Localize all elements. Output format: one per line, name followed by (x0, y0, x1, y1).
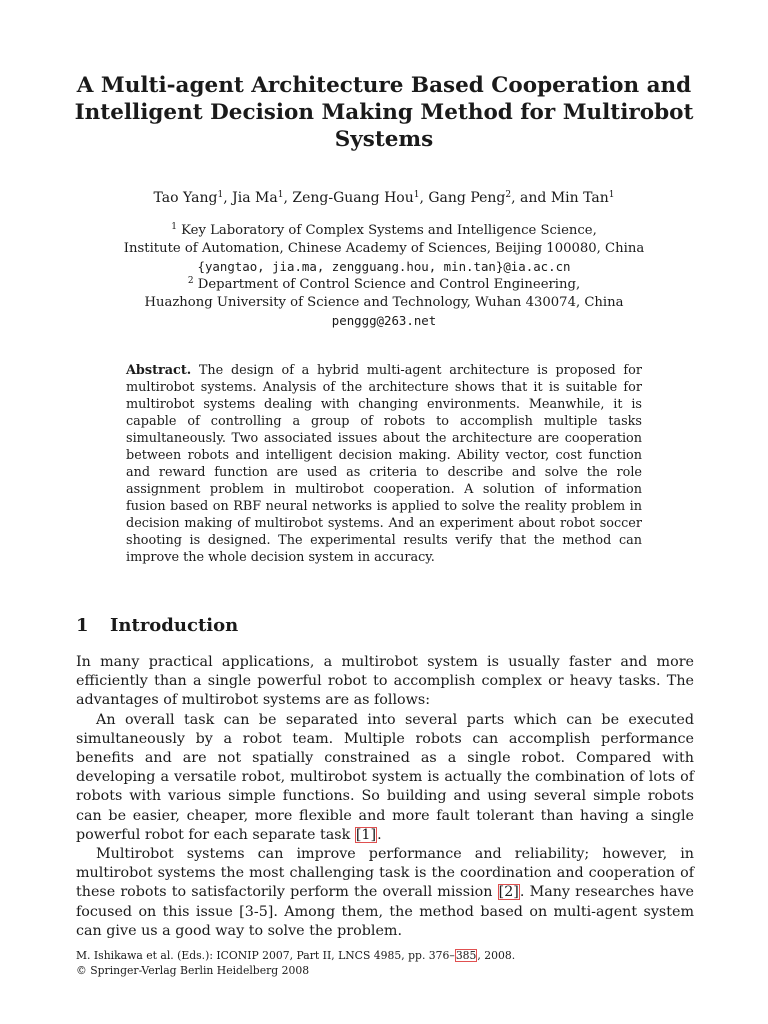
author: Tao Yang$^1$, (153, 190, 233, 206)
author: Gang Peng$^2$, and (428, 190, 551, 206)
affiliation-1-line2: Institute of Automation, Chinese Academy of Sciences, Beijing 100080, China (123, 241, 645, 256)
citation-link[interactable]: [1] (355, 826, 377, 843)
paragraph: Multirobot systems can improve performance and reliability; however, in multirobot systems the most challenging task is the coordination and cooperation of these robots to satisfactorily perform the overall mission [2]. Many researches have focused on this issue [3-5]. Among them, the method based on multi-agent system can give us a good way to solve the problem. (76, 846, 695, 939)
publication-footer (76, 948, 694, 978)
abstract (126, 362, 642, 566)
author: Zeng-Guang Hou$^1$, (292, 190, 429, 206)
abstract-text: The design of a hybrid multi-agent architecture is proposed for multirobot systems. Analysis of the architecture shows that it is suitable for multirobot systems dealing with changing environments. Meanwhile, it is capable of controlling a group of robots to accomplish multiple tasks simultaneously. Two associated issues about the architecture are cooperation between robots and intelligent decision making. Ability vector, cost function and reward function are used as criteria to describe and solve the role assignment problem in multirobot cooperation. A solution of information fusion based on RBF neural networks is applied to solve the reality problem in decision making of multirobot systems. And an experiment about robot soccer shooting is designed. The experimental results verify that the method can improve the whole decision system in accuracy. (126, 363, 642, 565)
abstract-label: Abstract. (126, 363, 192, 378)
affiliation-1-line1: $^1$ Key Laboratory of Complex Systems and Intelligence Science, (171, 222, 597, 238)
author: Min Tan$^1$ (550, 190, 615, 206)
section-title: Introduction (110, 615, 239, 636)
affiliation-1-email: {yangtao, jia.ma, zengguang.hou, min.tan}@ia.ac.cn (197, 259, 571, 274)
publication-info: M. Ishikawa et al. (Eds.): ICONIP 2007, Part II, LNCS 4985, pp. 376–385, 2008. (76, 949, 516, 962)
citation-link[interactable]: [2] (498, 884, 519, 901)
section-heading (76, 614, 238, 638)
affiliation-2-line2: Huazhong University of Science and Technology, Wuhan 430074, China (144, 295, 624, 310)
affiliations (60, 222, 708, 330)
affiliation-2-line1: $^2$ Department of Control Science and Control Engineering, (187, 276, 581, 292)
paragraph: In many practical applications, a multirobot system is usually faster and more efficiently than a single powerful robot to accomplish complex or heavy tasks. The advantages of multirobot systems are as follows: (76, 654, 694, 709)
affiliation-2-email: penggg@263.net (331, 313, 437, 328)
body-text (76, 653, 694, 941)
page-link[interactable]: 385 (455, 949, 477, 962)
paragraph: An overall task can be separated into several parts which can be executed simultaneously by a robot team. Multiple robots can accomplish performance benefits and are not spatially constrained as a single robot. Compared with developing a versatile robot, multirobot system is actually the combination of lots of robots with various simple functions. So building and using several simple robots can be easier, cheaper, more flexible and more fault tolerant than having a single powerful robot for each separate task [1]. (76, 711, 694, 843)
author: Jia Ma$^1$, (232, 190, 293, 206)
section-number: 1 (76, 615, 89, 636)
author-list (60, 188, 708, 208)
copyright: © Springer-Verlag Berlin Heidelberg 2008 (76, 964, 310, 977)
paper-title: A Multi-agent Architecture Based Cooperation and Intelligent Decision Making Method for Multirobot Systems (74, 73, 694, 152)
